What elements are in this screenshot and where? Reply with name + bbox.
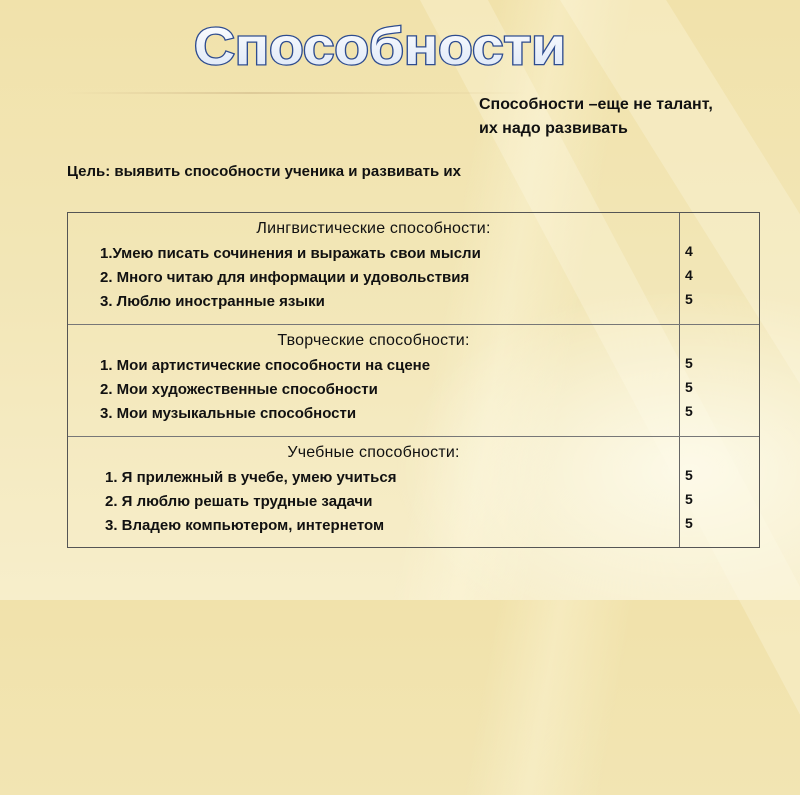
quote-line: Способности –еще не талант, [479, 96, 713, 113]
ability-score: 5 [685, 355, 693, 371]
ability-item: 1. Мои артистические способности на сцене [100, 357, 431, 374]
abilities-table [67, 212, 760, 548]
ability-item: 1. Я прилежный в учебе, умею учиться [105, 469, 397, 486]
quote-block [479, 93, 779, 141]
ability-score: 4 [685, 243, 693, 259]
section-title: Лингвистические способности: [256, 220, 491, 237]
decorative-divider [66, 92, 526, 94]
ability-score: 5 [685, 467, 693, 483]
quote-line: их надо развивать [479, 120, 628, 137]
slide-title-text: Способности [194, 18, 566, 76]
ability-item: 2. Мои художественные способности [100, 381, 378, 398]
section-linguistic [68, 213, 759, 325]
section-title: Учебные способности: [287, 444, 460, 461]
ability-score: 5 [685, 515, 693, 531]
ability-score: 5 [685, 291, 693, 307]
section-creative [68, 325, 759, 437]
ability-item: 3. Владею компьютером, интернетом [105, 517, 385, 534]
goal-text: Цель: выявить способности ученика и развивать их [67, 163, 461, 180]
ability-item: 3. Мои музыкальные способности [100, 405, 357, 422]
section-academic [68, 437, 759, 549]
ability-item: 2. Я люблю решать трудные задачи [105, 493, 373, 510]
ability-item: 1.Умею писать сочинения и выражать свои мысли [100, 245, 481, 262]
ability-score: 5 [685, 403, 693, 419]
ability-score: 4 [685, 267, 693, 283]
slide-title [185, 14, 575, 78]
ability-score: 5 [685, 379, 693, 395]
ability-score: 5 [685, 491, 693, 507]
section-title: Творческие способности: [277, 332, 470, 349]
slide-title-wordart [185, 14, 575, 78]
ability-item: 2. Много читаю для информации и удовольствия [100, 269, 470, 286]
ability-item: 3. Люблю иностранные языки [100, 293, 325, 310]
